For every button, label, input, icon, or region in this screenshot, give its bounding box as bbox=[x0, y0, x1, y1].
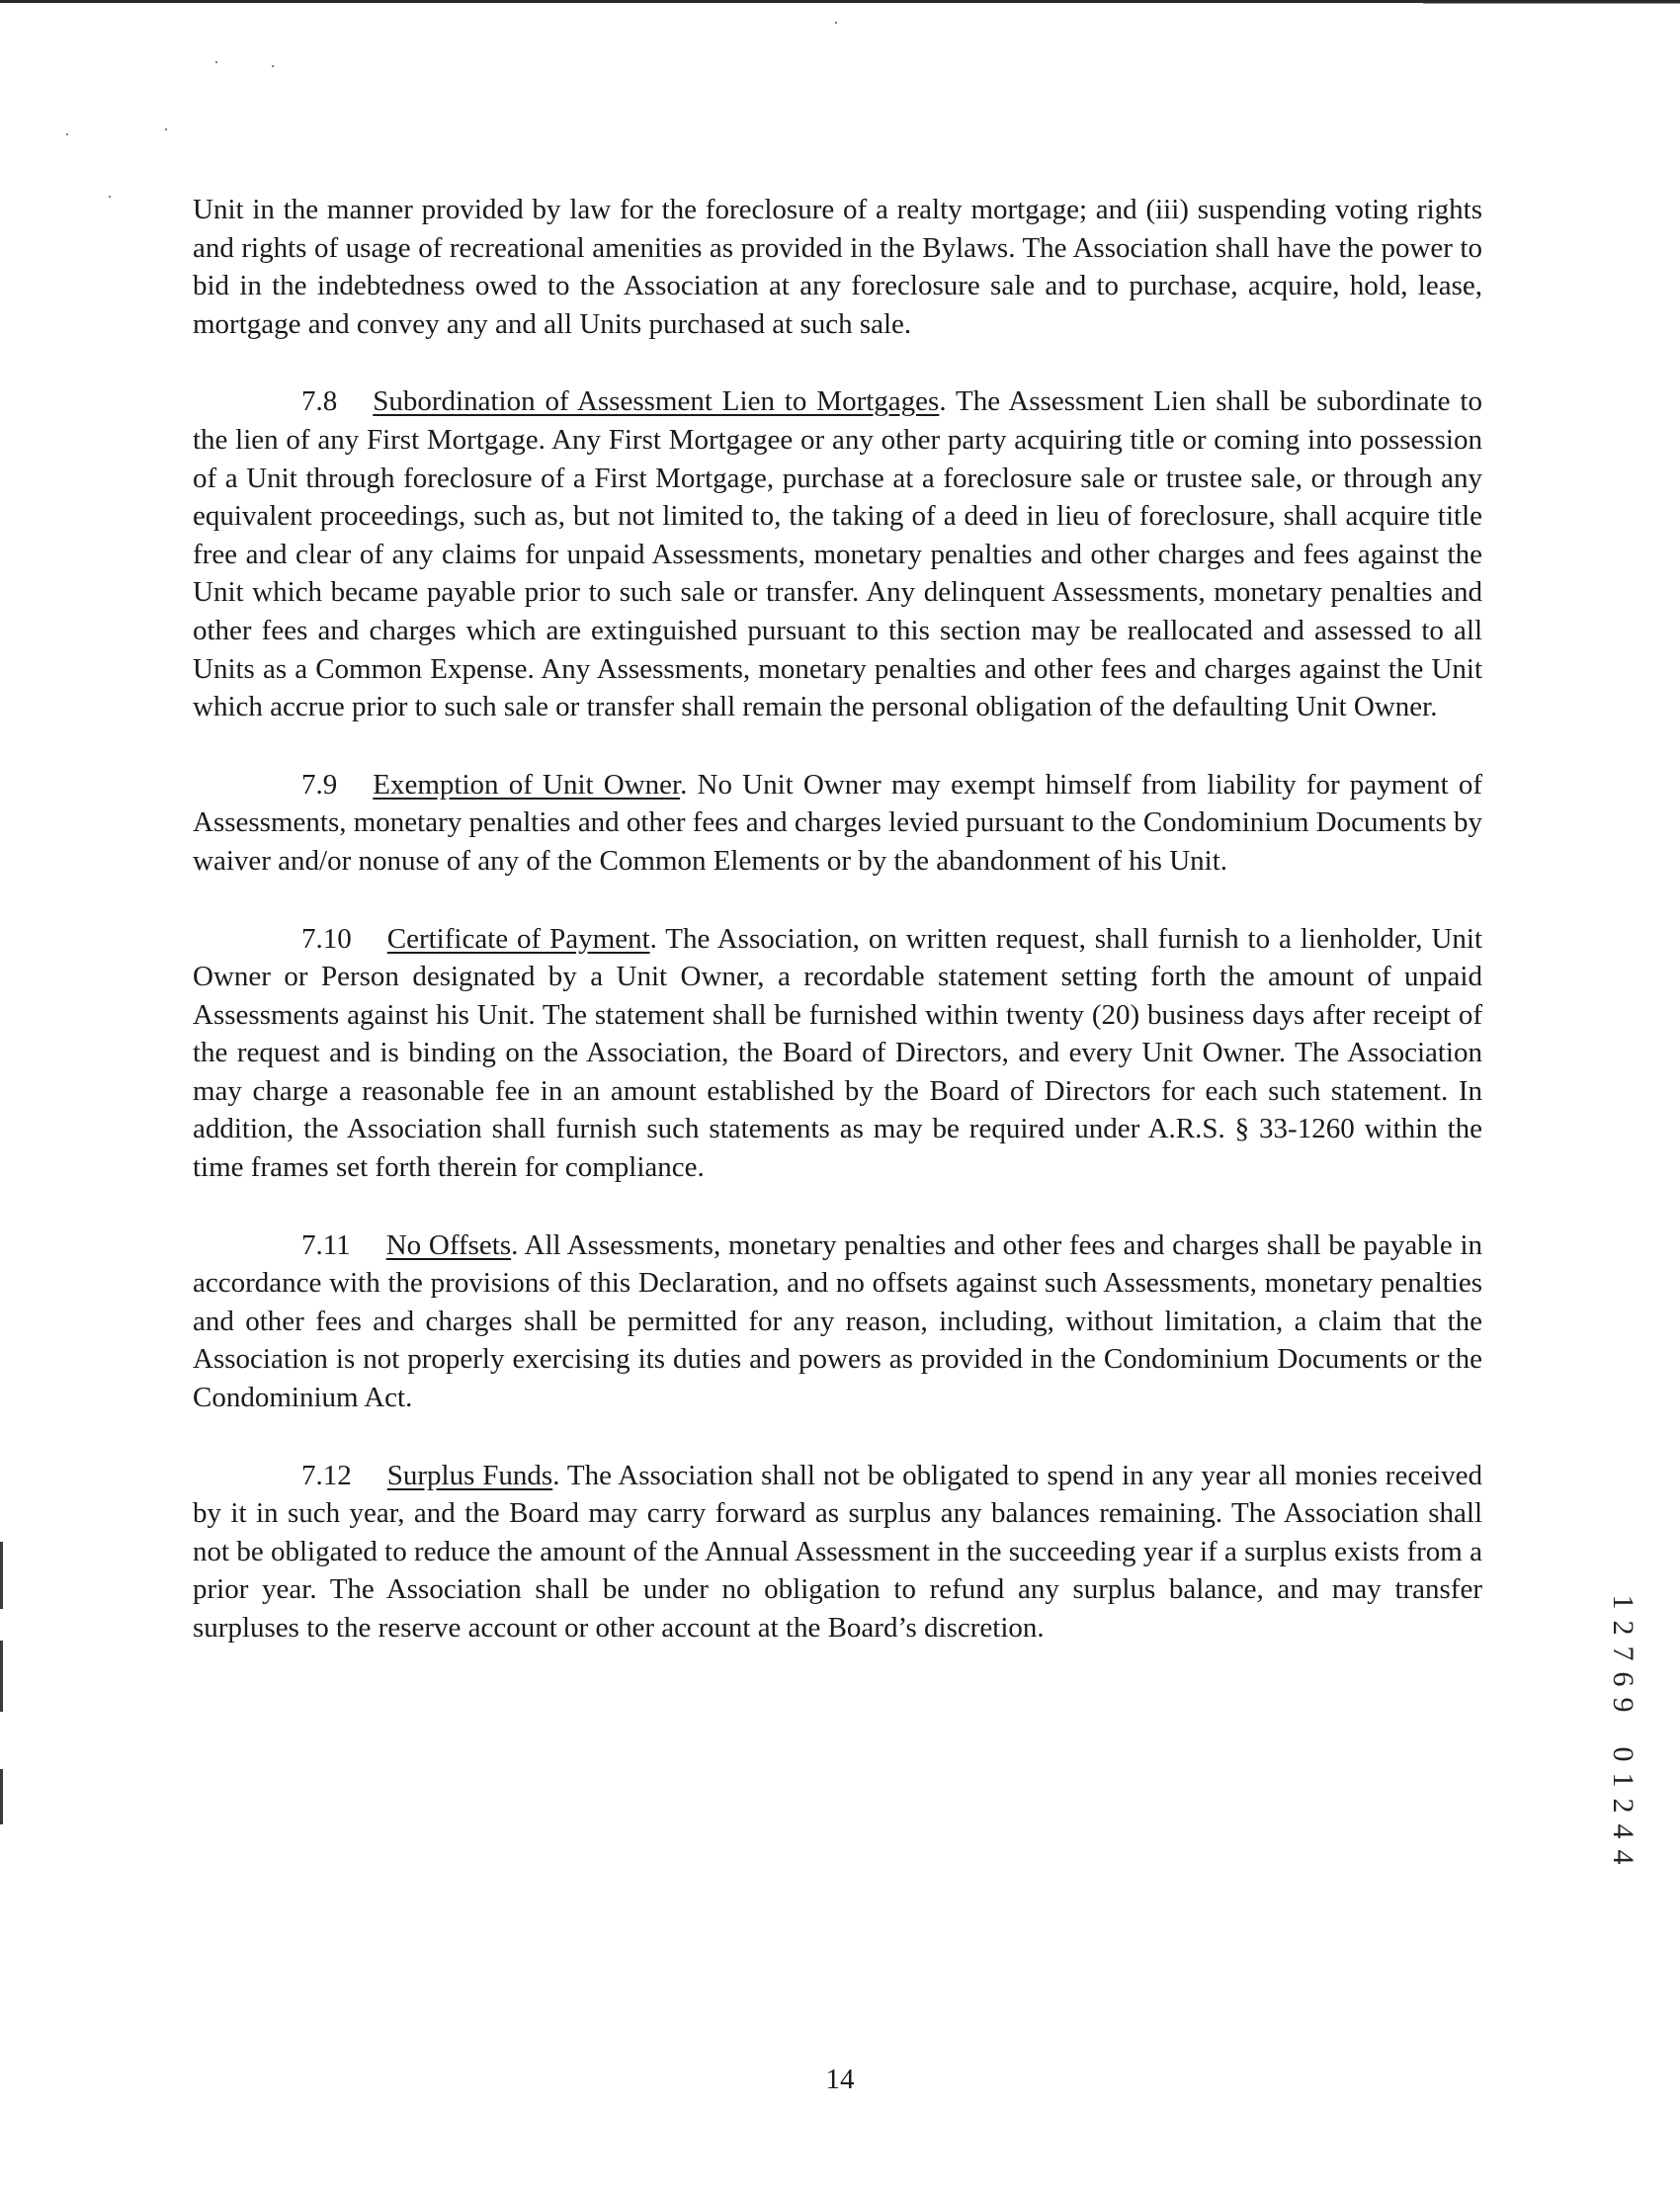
stamp-digit: 4 bbox=[1607, 1849, 1639, 1865]
section-title: Certificate of Payment bbox=[386, 922, 650, 955]
opening-paragraph: Unit in the manner provided by law for the foreclosure of a realty mortgage; and (iii) suspending voting rights and rights of usage of recreational amenities as provided in the Bylaws. The Association shall have the power to bid in the indebtedness owed to the Association at any foreclosure sale and to purchase, acquire, hold, lease, mortgage and convey any and all Units purchased at such sale. bbox=[193, 194, 1482, 340]
document-body bbox=[193, 191, 1482, 1687]
section-number: 7.11 bbox=[301, 1228, 351, 1261]
stamp-digit: 6 bbox=[1607, 1671, 1639, 1687]
section-number: 7.12 bbox=[301, 1459, 352, 1491]
section-title: Exemption of Unit Owner bbox=[373, 768, 681, 801]
section-body: . The Association shall not be obligated to spend in any year all monies received by it in such year, and the Board may carry forward as surplus any balances remaining. The Association shall not be obligated to reduce the amount of the Annual Assessment in the succeeding year if a surplus exists from a prior year. The Association shall be under no obligation to refund any surplus balance, and may transfer surpluses to the reserve account or other account at the Board’s discretion. bbox=[193, 1459, 1482, 1644]
stamp-digit: 9 bbox=[1607, 1697, 1639, 1713]
scan-speck bbox=[272, 65, 274, 67]
scan-top-border-faint bbox=[1423, 3, 1680, 4]
section-title: Subordination of Assessment Lien to Mortgages bbox=[373, 385, 940, 418]
stamp-digit: 1 bbox=[1607, 1772, 1639, 1788]
scan-left-edge-mark bbox=[0, 1641, 3, 1712]
section-7-10 bbox=[193, 920, 1482, 1187]
scan-left-edge-mark bbox=[0, 1769, 3, 1824]
section-body: . The Association, on written request, shall furnish to a lienholder, Unit Owner or Person designated by a Unit Owner, a recordable statement setting forth the amount of unpaid Assessments against his Unit. The statement shall be furnished within twenty (20) business days after receipt of the request and is binding on the Association, the Board of Directors, and every Unit Owner. The Association may charge a reasonable fee in an amount established by the Board of Directors for each such statement. In addition, the Association shall furnish such statements as may be required under A.R.S. § 33-1260 within the time frames set forth therein for compliance. bbox=[193, 922, 1483, 1184]
scan-speck bbox=[835, 22, 837, 24]
stamp-digit: 7 bbox=[1607, 1646, 1639, 1661]
stamp-digit: 0 bbox=[1607, 1746, 1639, 1762]
stamp-digit: 2 bbox=[1607, 1620, 1639, 1636]
stamp-digit: 1 bbox=[1607, 1594, 1639, 1610]
section-7-12 bbox=[193, 1457, 1482, 1647]
scan-left-edge-mark bbox=[0, 1542, 3, 1609]
section-title: No Offsets bbox=[385, 1228, 512, 1261]
section-7-11 bbox=[193, 1226, 1482, 1417]
scan-speck bbox=[109, 196, 111, 198]
scan-speck bbox=[66, 133, 68, 135]
scan-speck bbox=[215, 61, 217, 63]
scan-speck bbox=[165, 128, 167, 130]
section-body: . No Unit Owner may exempt himself from liability for payment of Assessments, monetary penalties and other fees and charges levied pursuant to the Condominium Documents by waiver and/or nonuse of any of the Common Elements or by the abandonment of his Unit. bbox=[193, 768, 1482, 877]
section-7-9 bbox=[193, 766, 1482, 881]
section-number: 7.9 bbox=[301, 768, 338, 801]
stamp-digit: 4 bbox=[1607, 1823, 1639, 1839]
section-number: 7.8 bbox=[301, 385, 338, 418]
recording-number-stamp bbox=[1605, 1589, 1640, 1870]
section-title: Surplus Funds bbox=[386, 1459, 553, 1491]
section-number: 7.10 bbox=[301, 922, 352, 955]
section-7-8 bbox=[193, 382, 1482, 725]
section-body: . All Assessments, monetary penalties and other fees and charges shall be payable in accordance with the provisions of this Declaration, and no offsets against such Assessments, monetary penalties and other fees and charges shall be permitted for any reason, including, without limitation, a claim that the Association is not properly exercising its duties and powers as provided in the Condominium Documents or the Condominium Act. bbox=[193, 1228, 1482, 1414]
section-body: . The Assessment Lien shall be subordinate to the lien of any First Mortgage. Any First Mortgagee or any other party acquiring title or coming into possession of a Unit through foreclosure of a First Mortgage, purchase at a foreclosure sale or trustee sale, or through any equivalent proceedings, such as, but not limited to, the taking of a deed in lieu of foreclosure, shall acquire title free and clear of any claims for unpaid Assessments, monetary penalties and other charges and fees against the Unit which became payable prior to such sale or transfer. Any delinquent Assessments, monetary penalties and other fees and charges which are extinguished pursuant to this section may be reallocated and assessed to all Units as a Common Expense. Any Assessments, monetary penalties and other fees and charges against the Unit which accrue prior to such sale or transfer shall remain the personal obligation of the defaulting Unit Owner. bbox=[193, 385, 1482, 723]
stamp-digit: 2 bbox=[1607, 1798, 1639, 1814]
page-number: 14 bbox=[825, 2064, 855, 2095]
